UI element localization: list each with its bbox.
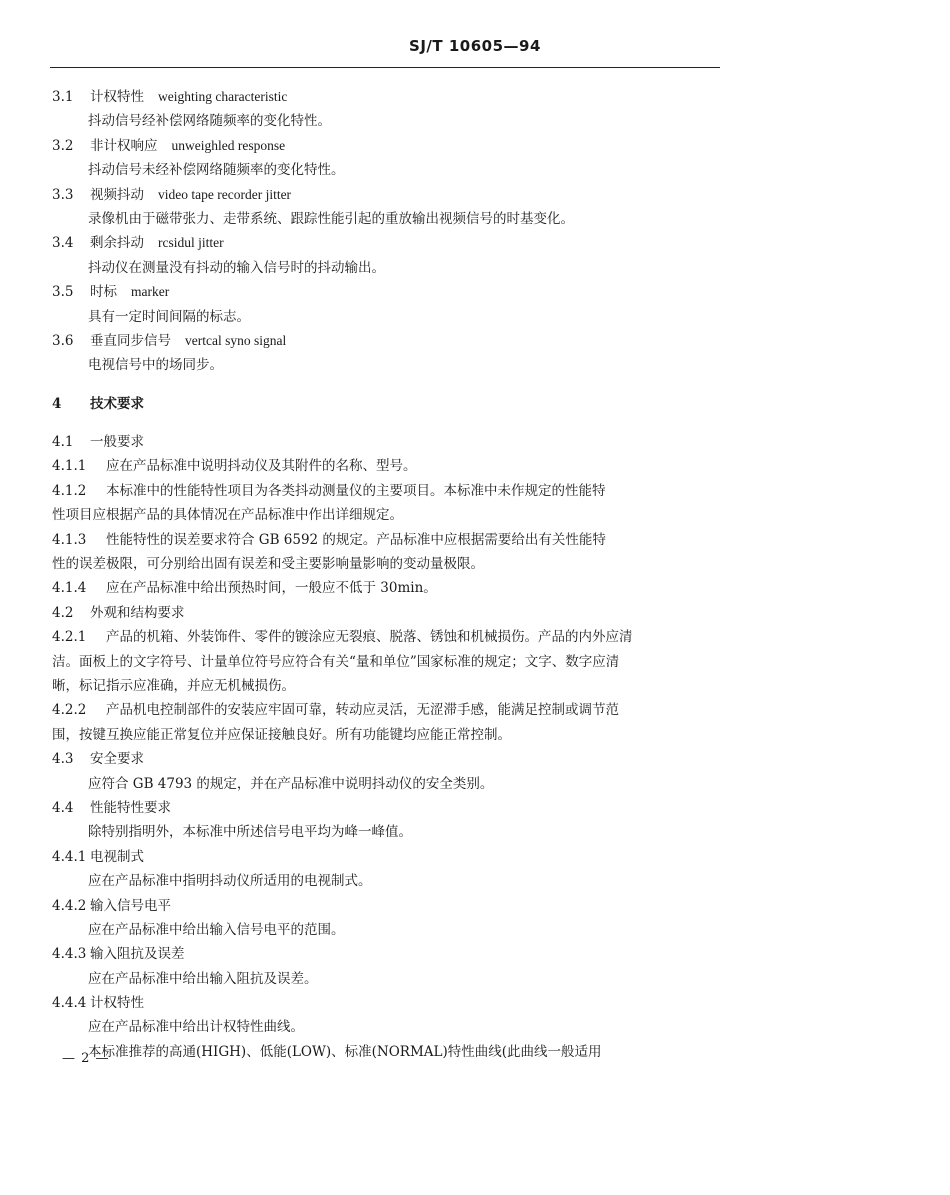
page-number: — 2 —	[62, 1051, 110, 1066]
clause-number: 3.6	[52, 332, 74, 349]
clause-number: 4.4.1	[52, 848, 87, 865]
clause-4-4-4	[52, 991, 722, 1015]
clause-text-line: 性的误差极限，可分别给出固有误差和受主要影响量影响的变动量极限。	[52, 556, 484, 573]
clause-number: 4.4	[52, 799, 74, 816]
clause-title: 安全要求	[90, 751, 144, 768]
clause-text-line: 晰，标记指示应准确，并应无机械损伤。	[52, 677, 295, 694]
clause-3-2	[52, 134, 722, 158]
clause-4-4-2	[52, 894, 722, 918]
definition: 录像机由于磁带张力、走带系统、跟踪性能引起的重放输出视频信号的时基变化。	[88, 210, 574, 227]
clause-number: 4.1.3	[52, 531, 87, 548]
clause-3-4	[52, 231, 722, 255]
clause-title: 计权特性	[90, 995, 144, 1012]
clause-text: 应在产品标准中给出输入阻抗及误差。	[88, 970, 318, 987]
clause-text-line: 产品机电控制部件的安装应牢固可靠，转动应灵活，无涩滞手感，能满足控制或调节范	[106, 702, 619, 719]
clause-number: 4.4.3	[52, 946, 87, 963]
clause-number: 4.1.4	[52, 580, 87, 597]
clause-number: 4.4.2	[52, 897, 87, 914]
clause-number: 4.1	[52, 434, 74, 451]
term-en: video tape recorder jitter	[158, 186, 292, 202]
clause-3-5	[52, 280, 722, 304]
clause-text-line: 性能特性的误差要求符合 GB 6592 的规定。产品标准中应根据需要给出有关性能特	[106, 531, 606, 548]
clause-number: 3.2	[52, 137, 74, 154]
term-cn: 非计权响应	[90, 137, 158, 154]
clause-number: 4.2.2	[52, 702, 87, 719]
term-cn: 视频抖动	[90, 186, 144, 203]
clause-text: 应在产品标准中给出计权特性曲线。	[88, 1019, 304, 1036]
term-en: vertcal syno signal	[185, 332, 287, 348]
clause-4-4-1	[52, 845, 722, 869]
section-title: 技术要求	[90, 395, 144, 412]
term-en: rcsidul jitter	[158, 235, 224, 251]
clause-text-line: 产品的机箱、外装饰件、零件的镀涂应无裂痕、脱落、锈蚀和机械损伤。产品的内外应清	[106, 629, 633, 646]
clause-title: 性能特性要求	[90, 799, 171, 816]
clause-4-2	[52, 601, 722, 625]
clause-number: 4.1.1	[52, 458, 87, 475]
clause-number: 3.1	[52, 89, 74, 105]
clause-title: 电视制式	[90, 848, 144, 865]
clause-4-1-4	[52, 576, 722, 600]
clause-4-4	[52, 796, 722, 820]
section-4-heading	[52, 392, 722, 416]
clause-title: 外观和结构要求	[90, 604, 185, 621]
clause-4-2-2	[52, 698, 722, 722]
clause-number: 4.3	[52, 751, 74, 768]
clause-text: 应在产品标准中说明抖动仪及其附件的名称、型号。	[106, 458, 417, 475]
clause-number: 3.4	[52, 235, 74, 252]
clause-text: 应在产品标准中给出预热时间，一般应不低于 30min。	[106, 580, 437, 597]
clause-title: 输入阻抗及误差	[90, 946, 185, 963]
clause-text: 应符合 GB 4793 的规定，并在产品标准中说明抖动仪的安全类别。	[88, 775, 494, 792]
term-en: unweighled response	[171, 137, 286, 153]
clause-number: 4.2	[52, 604, 74, 621]
document-body	[52, 85, 722, 1064]
clause-text: 本标准推荐的高通(HIGH)、低能(LOW)、标准(NORMAL)特性曲线(此曲线一般适用	[88, 1043, 602, 1060]
clause-number: 4.4.4	[52, 995, 87, 1012]
clause-text-line: 围，按键互换应能正常复位并应保证接触良好。所有功能键均应能正常控制。	[52, 726, 511, 743]
clause-text-line: 洁。面板上的文字符号、计量单位符号应符合有关“量和单位”国家标准的规定；文字、数字应清	[52, 653, 620, 670]
clause-4-2-1	[52, 625, 722, 649]
standard-code-header: SJ/T 10605—94	[409, 37, 541, 55]
clause-text: 应在产品标准中指明抖动仪所适用的电视制式。	[88, 873, 372, 890]
clause-number: 4.1.2	[52, 482, 87, 499]
term-en: weighting characteristic	[158, 89, 288, 104]
definition: 电视信号中的场同步。	[88, 357, 223, 374]
term-cn: 剩余抖动	[90, 235, 144, 252]
term-en: marker	[131, 284, 170, 300]
clause-4-1-2	[52, 479, 722, 503]
clause-4-4-3	[52, 942, 722, 966]
clause-4-1-3	[52, 528, 722, 552]
clause-number: 3.3	[52, 186, 74, 203]
definition: 抖动信号未经补偿网络随频率的变化特性。	[88, 162, 345, 179]
clause-text: 除特别指明外，本标准中所述信号电平均为峰一峰值。	[88, 824, 412, 841]
term-cn: 计权特性	[90, 89, 144, 105]
clause-4-1	[52, 430, 722, 454]
definition: 具有一定时间间隔的标志。	[88, 308, 250, 325]
clause-text-line: 性项目应根据产品的具体情况在产品标准中作出详细规定。	[52, 507, 403, 524]
header-rule	[50, 67, 720, 68]
clause-title: 输入信号电平	[90, 897, 171, 914]
term-cn: 垂直同步信号	[90, 332, 171, 349]
clause-3-6	[52, 329, 722, 353]
clause-text: 应在产品标准中给出输入信号电平的范围。	[88, 921, 345, 938]
clause-number: 3.5	[52, 284, 74, 301]
clause-4-1-1	[52, 454, 722, 478]
clause-text-line: 本标准中的性能特性项目为各类抖动测量仪的主要项目。本标准中未作规定的性能特	[106, 482, 606, 499]
clause-number: 4.2.1	[52, 629, 87, 646]
definition: 抖动仪在测量没有抖动的输入信号时的抖动输出。	[88, 259, 385, 276]
clause-title: 一般要求	[90, 434, 144, 451]
term-cn: 时标	[90, 284, 117, 301]
clause-3-1	[52, 85, 722, 109]
clause-4-3	[52, 747, 722, 771]
definition: 抖动信号经补偿网络随频率的变化特性。	[88, 113, 331, 130]
clause-3-3	[52, 183, 722, 207]
section-number: 4	[52, 395, 62, 412]
